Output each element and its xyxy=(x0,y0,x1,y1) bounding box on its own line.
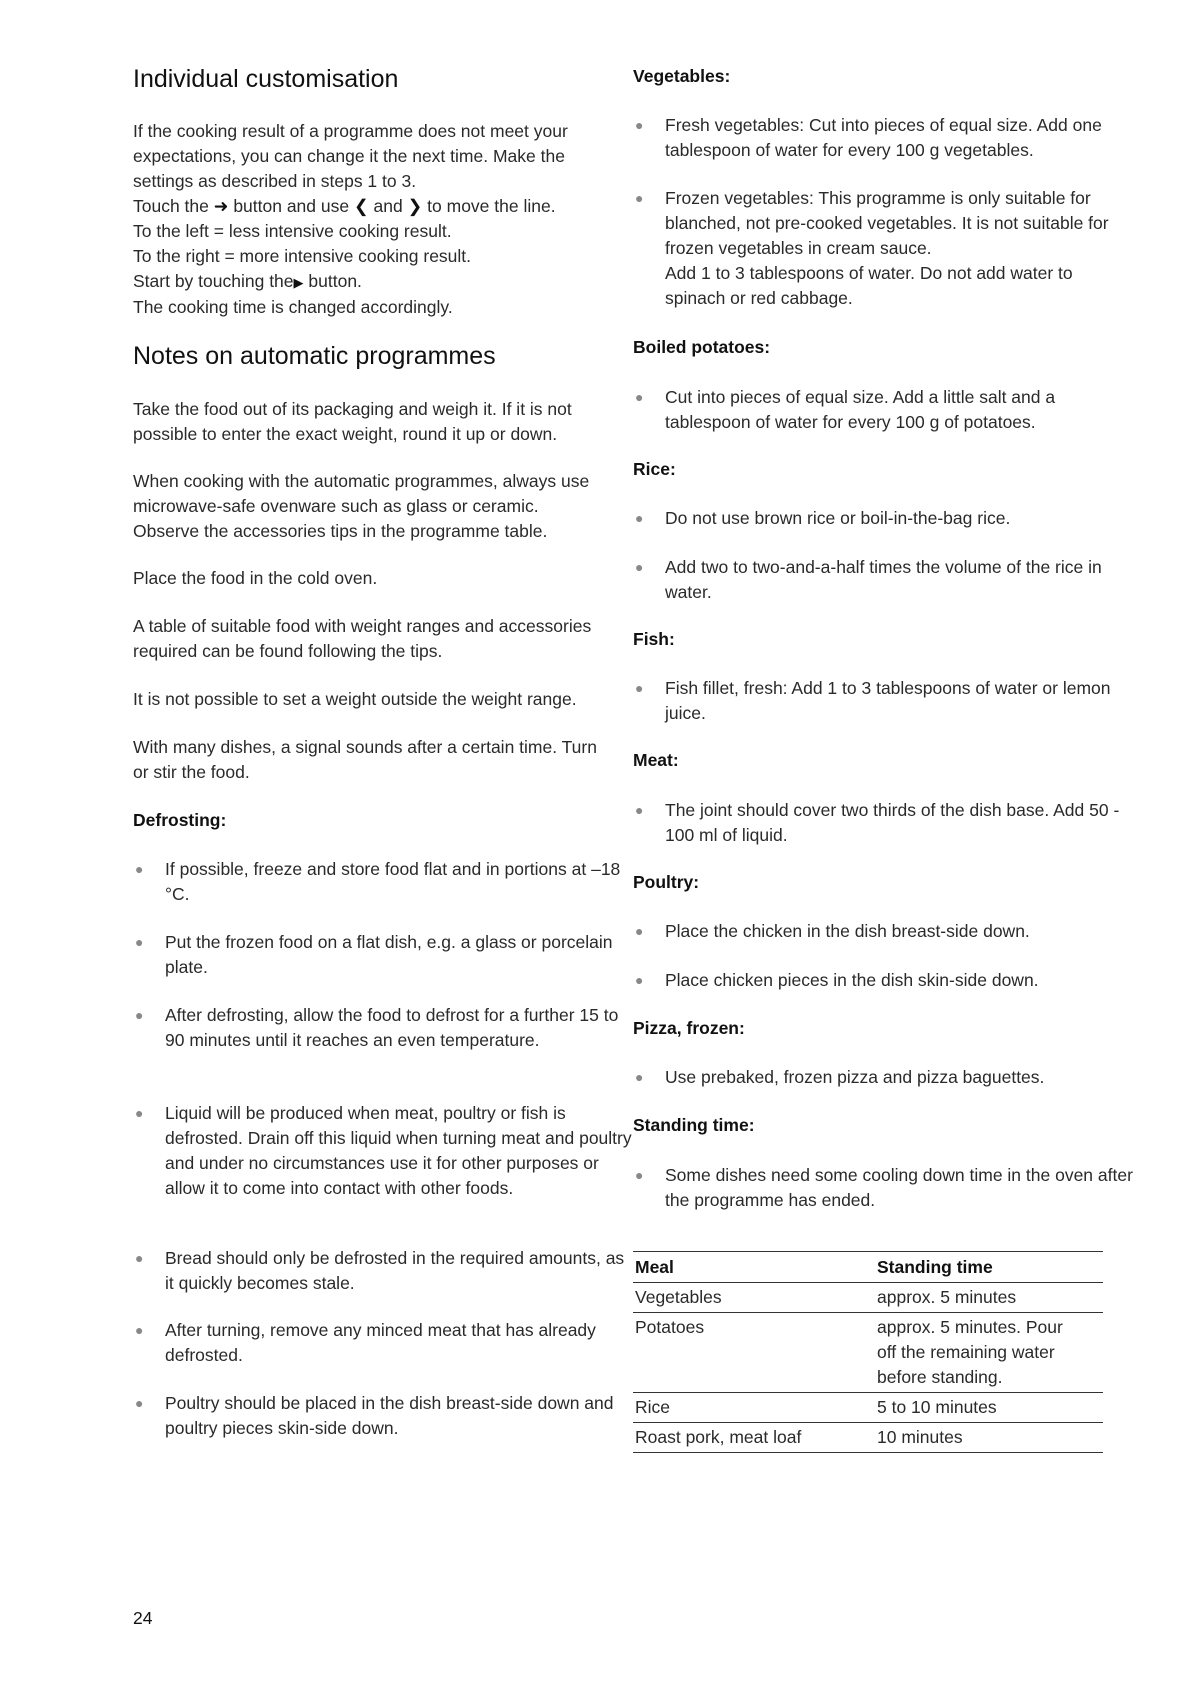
fish-heading: Fish: xyxy=(633,629,675,649)
potatoes-bullet xyxy=(633,385,1135,435)
poultry-bullet-1 xyxy=(633,919,1135,944)
bullet-text: After defrosting, allow the food to defrost for a further 15 to 90 minutes until it reaches an even temperature. xyxy=(165,1005,619,1050)
bullet-dot-icon: ● xyxy=(635,972,644,988)
table-cell: Vegetables xyxy=(633,1283,875,1313)
page-number: 24 xyxy=(133,1608,153,1628)
defrost-bullet-2 xyxy=(133,930,635,980)
arrow-right-icon: ➜ xyxy=(213,196,229,216)
bullet-text: Place chicken pieces in the dish skin-side down. xyxy=(665,970,1039,990)
start-instruction xyxy=(133,269,603,295)
rice-bullet-2 xyxy=(633,555,1135,605)
defrost-bullet-7 xyxy=(133,1391,635,1441)
intro-line-3: settings as described in steps 1 to 3. xyxy=(133,171,417,191)
defrost-bullet-1 xyxy=(133,857,635,907)
bullet-dot-icon: ● xyxy=(635,510,644,526)
play-icon: ▶ xyxy=(293,275,304,290)
meat-heading: Meat: xyxy=(633,750,679,770)
customisation-text xyxy=(133,119,603,320)
defrosting-heading: Defrosting: xyxy=(133,810,227,830)
table-row xyxy=(633,1393,1103,1423)
para-signal: With many dishes, a signal sounds after a certain time. Turn or stir the food. xyxy=(133,737,597,782)
touch-instruction xyxy=(133,194,603,219)
touch-mid-text: button and use xyxy=(233,196,350,216)
pizza-bullet xyxy=(633,1065,1135,1090)
pizza-heading: Pizza, frozen: xyxy=(633,1018,745,1038)
bullet-dot-icon: ● xyxy=(135,934,144,950)
boiled-potatoes-heading: Boiled potatoes: xyxy=(633,337,771,357)
intro-line-1: If the cooking result of a programme does not meet your xyxy=(133,121,568,141)
table-cell: Roast pork, meat loaf xyxy=(633,1423,875,1453)
defrost-bullet-3 xyxy=(133,1003,635,1053)
table-cell: Rice xyxy=(633,1393,875,1423)
standing-time-table xyxy=(633,1251,1103,1453)
section-title-customisation: Individual customisation xyxy=(133,65,399,93)
table-header-meal: Meal xyxy=(633,1252,875,1283)
bullet-dot-icon: ● xyxy=(635,117,644,133)
bullet-text: Put the frozen food on a flat dish, e.g. a glass or porcelain plate. xyxy=(165,932,613,977)
table-row xyxy=(633,1283,1103,1313)
para-ovenware: When cooking with the automatic programmes, always use microwave-safe ovenware such as glass or ceramic. Observe the accessories tips in the programme table. xyxy=(133,471,590,541)
bullet-dot-icon: ● xyxy=(135,1105,144,1121)
standing-bullet xyxy=(633,1163,1135,1213)
start-post-text: button. xyxy=(308,271,362,291)
bullet-dot-icon: ● xyxy=(135,1250,144,1266)
bullet-text: The joint should cover two thirds of the dish base. Add 50 - 100 ml of liquid. xyxy=(665,800,1120,845)
section-title-automatic: Notes on automatic programmes xyxy=(133,342,496,370)
table-header-row xyxy=(633,1252,1103,1283)
table-row xyxy=(633,1423,1103,1453)
touch-pre-text: Touch the xyxy=(133,196,209,216)
bullet-dot-icon: ● xyxy=(635,802,644,818)
poultry-bullet-2 xyxy=(633,968,1135,993)
table-cell: approx. 5 minutes xyxy=(875,1283,1103,1313)
changed-text: The cooking time is changed accordingly. xyxy=(133,297,453,317)
bullet-text: Fish fillet, fresh: Add 1 to 3 tablespoons of water or lemon juice. xyxy=(665,678,1111,723)
bullet-text: Liquid will be produced when meat, poultry or fish is defrosted. Drain off this liquid when turning meat and poultry and under no circumstances use it for other purposes or allow it to come into contact with other foods. xyxy=(165,1103,632,1198)
rice-heading: Rice: xyxy=(633,459,676,479)
bullet-text: If possible, freeze and store food flat and in portions at –18 °C. xyxy=(165,859,621,904)
table-cell: approx. 5 minutes. Pour off the remaining water before standing. xyxy=(875,1313,1103,1393)
bullet-text: Cut into pieces of equal size. Add a little salt and a tablespoon of water for every 100 g of potatoes. xyxy=(665,387,1056,432)
line-left-text: To the left = less intensive cooking result. xyxy=(133,221,452,241)
defrost-bullet-6 xyxy=(133,1318,635,1368)
table-row xyxy=(633,1313,1103,1393)
bullet-dot-icon: ● xyxy=(635,1069,644,1085)
para-cold-oven: Place the food in the cold oven. xyxy=(133,568,378,588)
poultry-heading: Poultry: xyxy=(633,872,700,892)
chevron-right-icon: ❯ xyxy=(407,196,423,216)
bullet-text: Some dishes need some cooling down time in the oven after the programme has ended. xyxy=(665,1165,1133,1210)
bullet-text: Do not use brown rice or boil-in-the-bag rice. xyxy=(665,508,1011,528)
meat-bullet xyxy=(633,798,1135,848)
bullet-dot-icon: ● xyxy=(135,861,144,877)
defrost-bullet-4 xyxy=(133,1101,635,1201)
bullet-text: Poultry should be placed in the dish breast-side down and poultry pieces skin-side down. xyxy=(165,1393,614,1438)
touch-post-text: to move the line. xyxy=(427,196,556,216)
para-weigh: Take the food out of its packaging and weigh it. If it is not possible to enter the exact weight, round it up or down. xyxy=(133,399,572,444)
para-table-ref: A table of suitable food with weight ranges and accessories required can be found following the tips. xyxy=(133,616,592,661)
start-pre-text: Start by touching the xyxy=(133,271,294,291)
bullet-text: Fresh vegetables: Cut into pieces of equal size. Add one tablespoon of water for every 100 g vegetables. xyxy=(665,115,1102,160)
para-weight-range: It is not possible to set a weight outside the weight range. xyxy=(133,689,577,709)
bullet-text: After turning, remove any minced meat that has already defrosted. xyxy=(165,1320,596,1365)
defrost-bullet-5 xyxy=(133,1246,635,1296)
bullet-dot-icon: ● xyxy=(635,1167,644,1183)
rice-bullet-1 xyxy=(633,506,1135,531)
bullet-dot-icon: ● xyxy=(635,559,644,575)
bullet-dot-icon: ● xyxy=(635,923,644,939)
vegetables-heading: Vegetables: xyxy=(633,66,731,86)
chevron-left-icon: ❮ xyxy=(353,196,369,216)
bullet-text: Bread should only be defrosted in the required amounts, as it quickly becomes stale. xyxy=(165,1248,625,1293)
bullet-text: Frozen vegetables: This programme is only suitable for blanched, not pre-cooked vegetables. It is not suitable for frozen vegetables in cream sauce. xyxy=(665,188,1109,258)
bullet-text: Place the chicken in the dish breast-side down. xyxy=(665,921,1030,941)
fish-bullet xyxy=(633,676,1135,726)
table-cell: Potatoes xyxy=(633,1313,875,1393)
bullet-dot-icon: ● xyxy=(635,190,644,206)
bullet-text: Use prebaked, frozen pizza and pizza baguettes. xyxy=(665,1067,1045,1087)
bullet-dot-icon: ● xyxy=(635,680,644,696)
bullet-text: Add two to two-and-a-half times the volume of the rice in water. xyxy=(665,557,1102,602)
veg-bullet-1 xyxy=(633,113,1135,163)
veg-bullet-2 xyxy=(633,186,1135,311)
bullet-dot-icon: ● xyxy=(635,389,644,405)
table-cell: 10 minutes xyxy=(875,1423,1103,1453)
standing-time-heading: Standing time: xyxy=(633,1115,755,1135)
line-right-text: To the right = more intensive cooking result. xyxy=(133,246,472,266)
table-cell: 5 to 10 minutes xyxy=(875,1393,1103,1423)
veg-bullet-2-continued: Add 1 to 3 tablespoons of water. Do not add water to spinach or red cabbage. xyxy=(665,263,1073,308)
intro-line-2: expectations, you can change it the next time. Make the xyxy=(133,146,565,166)
bullet-dot-icon: ● xyxy=(135,1395,144,1411)
bullet-dot-icon: ● xyxy=(135,1322,144,1338)
bullet-dot-icon: ● xyxy=(135,1007,144,1023)
and-text: and xyxy=(373,196,403,216)
table-header-standing-time: Standing time xyxy=(875,1252,1103,1283)
